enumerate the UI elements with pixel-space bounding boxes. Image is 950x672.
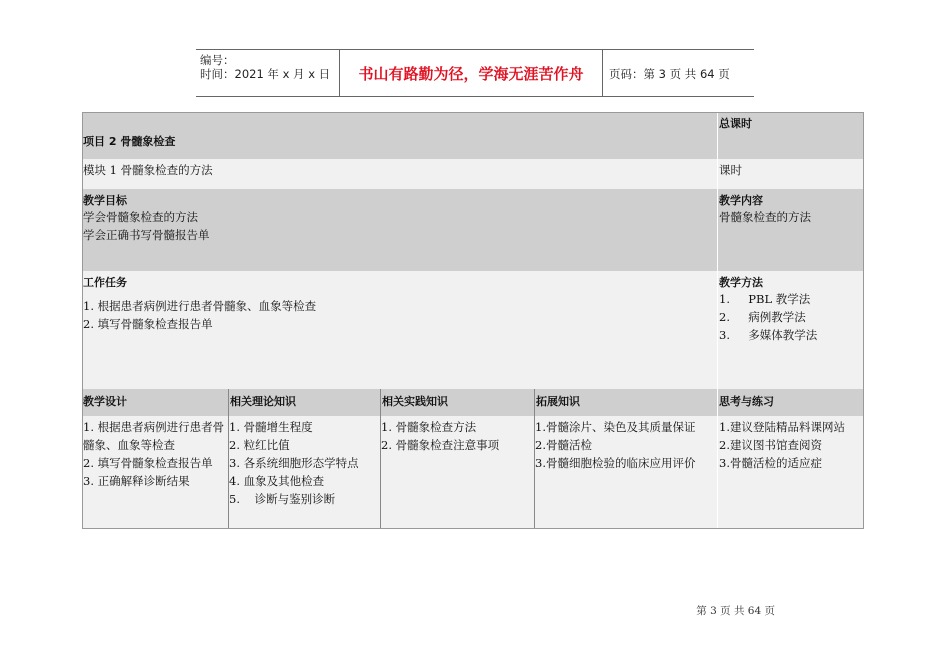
page-info: 页码：第 3 页 共 64 页: [609, 67, 730, 81]
design-header: 相关理论知识: [230, 395, 296, 408]
theory-item: 5. 诊断与鉴别诊断: [229, 492, 336, 506]
header-divider: [339, 49, 340, 96]
theory-item: 1. 骨髓增生程度: [229, 420, 313, 434]
method-item: 3. 多媒体教学法: [719, 328, 818, 342]
theory-item: 2. 粒红比值: [229, 438, 290, 452]
design-header: 相关实践知识: [382, 395, 448, 408]
header-divider: [602, 49, 603, 96]
design-item: 2. 填写骨髓象检查报告单: [83, 456, 213, 470]
module-title: 模块 1 骨髓象检查的方法: [83, 163, 213, 177]
content-heading: 教学内容: [719, 194, 763, 207]
total-hours-label: 总课时: [719, 117, 752, 130]
lesson-plan-table: [82, 112, 864, 529]
exercise-item: 2.建议图书馆查阅资: [719, 438, 822, 452]
method-item: 1. PBL 教学法: [719, 292, 811, 306]
methods-heading: 教学方法: [719, 276, 763, 289]
tasks-heading: 工作任务: [83, 276, 127, 289]
practice-item: 2. 骨髓象检查注意事项: [381, 438, 500, 452]
content-text: 骨髓象检查的方法: [719, 210, 811, 224]
motto: 书山有路勤为径，学海无涯苦作舟: [358, 65, 584, 83]
extension-item: 3.骨髓细胞检验的临床应用评价: [535, 456, 696, 470]
design-item: 髓象、血象等检查: [83, 438, 175, 452]
exercise-item: 1.建议登陆精品料课网站: [719, 420, 845, 434]
practice-item: 1. 骨髓象检查方法: [381, 420, 477, 434]
task-item: 1. 根据患者病例进行患者骨髓象、血象等检查: [83, 299, 317, 313]
header-top-rule: [196, 49, 754, 50]
extension-item: 1.骨髓涂片、染色及其质量保证: [535, 420, 696, 434]
page-footer: 第 3 页 共 64 页: [696, 605, 775, 617]
extension-item: 2.骨髓活检: [535, 438, 592, 452]
column-divider: [717, 389, 718, 528]
column-divider: [380, 389, 381, 528]
hours-label: 课时: [719, 163, 742, 177]
design-item: 3. 正确解释诊断结果: [83, 474, 190, 488]
exercise-item: 3.骨髓活检的适应症: [719, 456, 822, 470]
goal-item: 学会骨髓象检查的方法: [83, 210, 198, 224]
design-item: 1. 根据患者病例进行患者骨: [83, 420, 225, 434]
method-item: 2. 病例教学法: [719, 310, 806, 324]
theory-item: 4. 血象及其他检查: [229, 474, 325, 488]
code-label: 编号：: [200, 53, 235, 67]
project-title: 项目 2 骨髓象检查: [83, 135, 176, 148]
design-header: 拓展知识: [536, 395, 580, 408]
design-header: 教学设计: [83, 395, 127, 408]
task-item: 2. 填写骨髓象检查报告单: [83, 317, 213, 331]
theory-item: 3. 各系统细胞形态学特点: [229, 456, 359, 470]
time-label: 时间：2021 年 x 月 x 日: [200, 67, 331, 81]
header-bottom-rule: [196, 96, 754, 97]
goals-heading: 教学目标: [83, 194, 127, 207]
column-divider: [717, 113, 718, 389]
goal-item: 学会正确书写骨髓报告单: [83, 228, 210, 242]
design-header: 思考与练习: [719, 395, 774, 408]
